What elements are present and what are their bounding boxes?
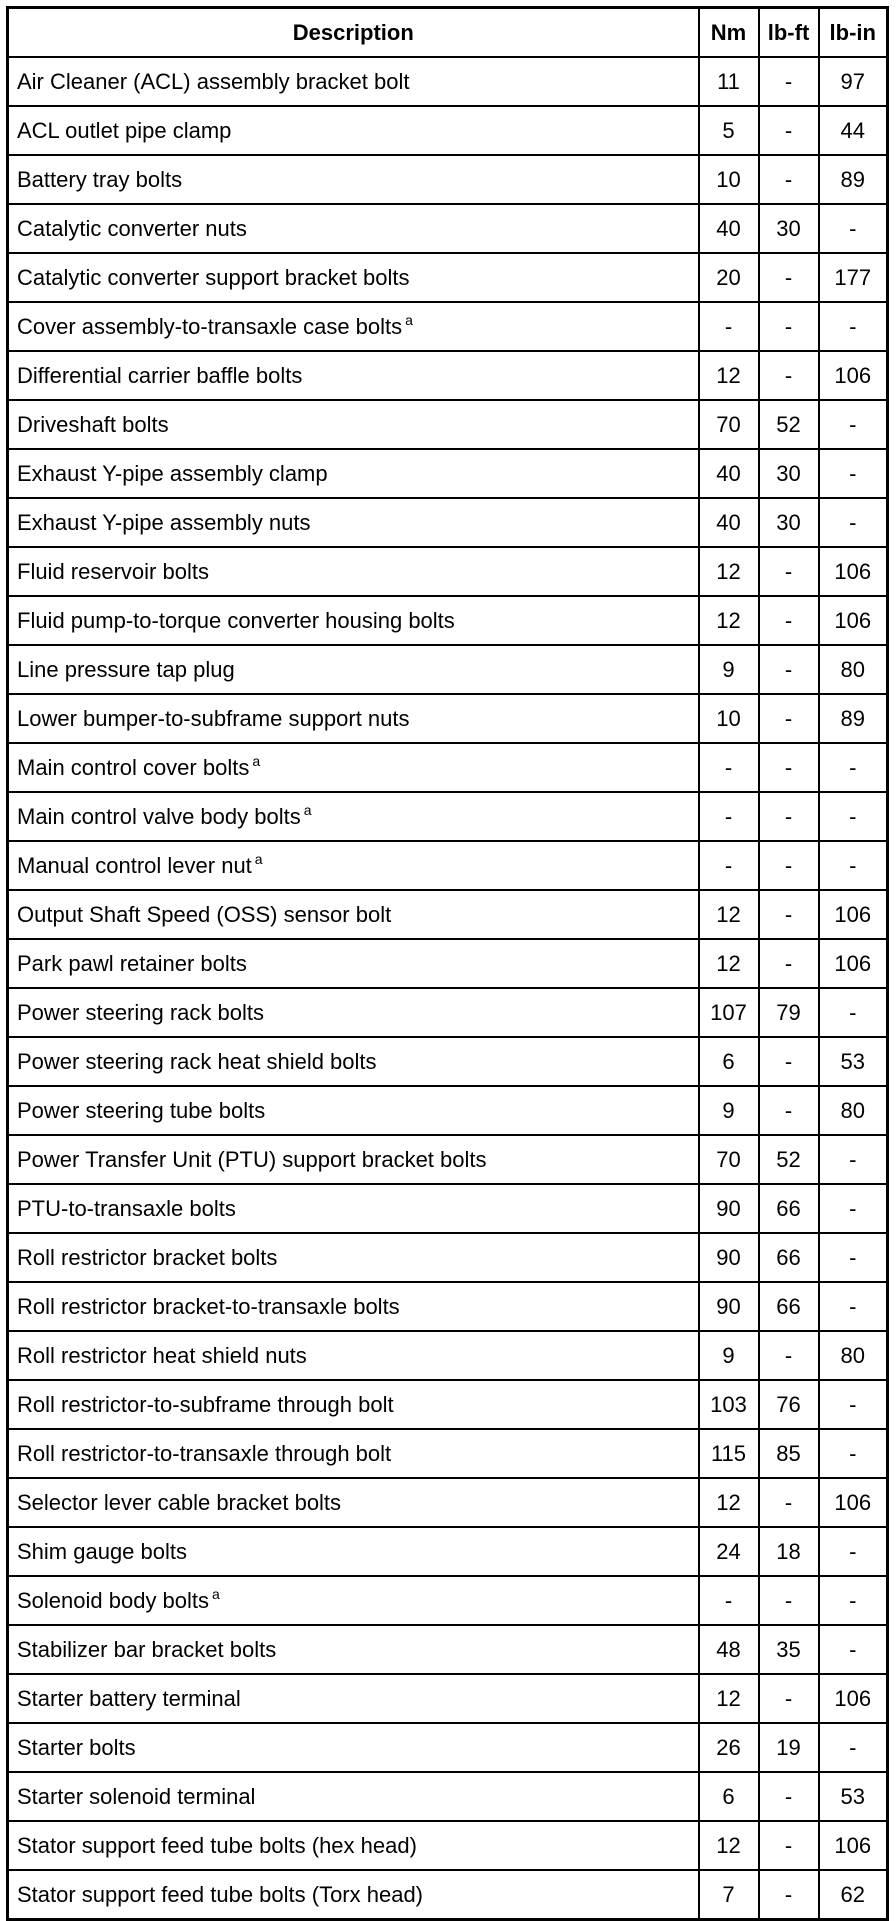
nm-cell: 24 bbox=[699, 1527, 759, 1576]
lbin-cell: 106 bbox=[819, 1674, 888, 1723]
nm-cell: 48 bbox=[699, 1625, 759, 1674]
lbft-cell: - bbox=[759, 841, 819, 890]
nm-header: Nm bbox=[699, 8, 759, 58]
lbin-cell: 106 bbox=[819, 1821, 888, 1870]
lbin-cell: 106 bbox=[819, 351, 888, 400]
description-cell bbox=[8, 1870, 699, 1920]
lbin-cell: - bbox=[819, 1184, 888, 1233]
lbin-cell: 106 bbox=[819, 547, 888, 596]
description-cell bbox=[8, 743, 699, 792]
nm-cell: 115 bbox=[699, 1429, 759, 1478]
description-cell bbox=[8, 645, 699, 694]
description-text: Exhaust Y-pipe assembly clamp bbox=[17, 460, 328, 486]
table-row bbox=[8, 547, 888, 596]
lbin-cell: 80 bbox=[819, 1086, 888, 1135]
nm-cell: 10 bbox=[699, 694, 759, 743]
lbft-cell: 66 bbox=[759, 1184, 819, 1233]
description-cell bbox=[8, 1429, 699, 1478]
description-text: Battery tray bolts bbox=[17, 166, 183, 192]
description-cell bbox=[8, 1331, 699, 1380]
lbin-cell: 106 bbox=[819, 1478, 888, 1527]
table-row bbox=[8, 1429, 888, 1478]
lbft-cell: 30 bbox=[759, 498, 819, 547]
footnote-marker: a bbox=[303, 802, 312, 819]
lbft-cell: - bbox=[759, 792, 819, 841]
nm-cell: 12 bbox=[699, 351, 759, 400]
nm-cell: 5 bbox=[699, 106, 759, 155]
lbin-cell: 80 bbox=[819, 645, 888, 694]
lbin-cell: 53 bbox=[819, 1772, 888, 1821]
description-cell bbox=[8, 1478, 699, 1527]
lbft-cell: - bbox=[759, 694, 819, 743]
lbft-header: lb-ft bbox=[759, 8, 819, 58]
table-row bbox=[8, 1037, 888, 1086]
table-row bbox=[8, 1331, 888, 1380]
description-text: Stabilizer bar bracket bolts bbox=[17, 1636, 277, 1662]
description-cell bbox=[8, 351, 699, 400]
lbin-cell: - bbox=[819, 302, 888, 351]
table-row bbox=[8, 449, 888, 498]
description-text: Cover assembly-to-transaxle case bolts bbox=[17, 313, 403, 339]
table-row bbox=[8, 1233, 888, 1282]
lbft-cell: 18 bbox=[759, 1527, 819, 1576]
lbin-cell: 106 bbox=[819, 890, 888, 939]
description-cell bbox=[8, 1037, 699, 1086]
table-row bbox=[8, 1527, 888, 1576]
table-row bbox=[8, 890, 888, 939]
nm-cell: 10 bbox=[699, 155, 759, 204]
lbin-cell: - bbox=[819, 449, 888, 498]
description-cell bbox=[8, 1821, 699, 1870]
nm-cell: 40 bbox=[699, 498, 759, 547]
table-row bbox=[8, 57, 888, 106]
table-row bbox=[8, 694, 888, 743]
table-row bbox=[8, 1723, 888, 1772]
description-text: Selector lever cable bracket bolts bbox=[17, 1489, 342, 1515]
lbin-cell: - bbox=[819, 1233, 888, 1282]
lbft-cell: - bbox=[759, 1674, 819, 1723]
nm-cell: 6 bbox=[699, 1037, 759, 1086]
description-cell bbox=[8, 841, 699, 890]
lbin-cell: - bbox=[819, 1429, 888, 1478]
footnote-marker: a bbox=[405, 312, 413, 329]
description-text: Stator support feed tube bolts (Torx head) bbox=[17, 1881, 424, 1907]
lbin-cell: 106 bbox=[819, 939, 888, 988]
table-row bbox=[8, 155, 888, 204]
description-cell bbox=[8, 1282, 699, 1331]
nm-cell: 12 bbox=[699, 596, 759, 645]
description-text: Power steering rack heat shield bolts bbox=[17, 1048, 377, 1074]
lbft-cell: - bbox=[759, 1086, 819, 1135]
description-cell bbox=[8, 106, 699, 155]
lbft-cell: 30 bbox=[759, 204, 819, 253]
lbin-cell: - bbox=[819, 988, 888, 1037]
description-text: Shim gauge bolts bbox=[17, 1538, 187, 1564]
lbft-cell: - bbox=[759, 547, 819, 596]
description-text: Starter battery terminal bbox=[17, 1685, 241, 1711]
lbft-cell: 30 bbox=[759, 449, 819, 498]
lbin-cell: - bbox=[819, 204, 888, 253]
description-cell bbox=[8, 792, 699, 841]
nm-cell: 20 bbox=[699, 253, 759, 302]
description-cell bbox=[8, 988, 699, 1037]
table-row bbox=[8, 1135, 888, 1184]
description-text: Lower bumper-to-subframe support nuts bbox=[17, 705, 410, 731]
table-row bbox=[8, 1772, 888, 1821]
table-row bbox=[8, 1380, 888, 1429]
nm-cell: 40 bbox=[699, 449, 759, 498]
description-text: Main control cover bolts bbox=[17, 754, 250, 780]
description-text: Roll restrictor heat shield nuts bbox=[17, 1342, 307, 1368]
lbft-cell: 79 bbox=[759, 988, 819, 1037]
lbin-cell: 62 bbox=[819, 1870, 888, 1920]
nm-cell: 12 bbox=[699, 1478, 759, 1527]
lbft-cell: 19 bbox=[759, 1723, 819, 1772]
lbin-cell: - bbox=[819, 1723, 888, 1772]
nm-cell: - bbox=[699, 1576, 759, 1625]
description-text: Exhaust Y-pipe assembly nuts bbox=[17, 509, 311, 535]
table-row bbox=[8, 1821, 888, 1870]
nm-cell: 7 bbox=[699, 1870, 759, 1920]
lbft-cell: - bbox=[759, 1870, 819, 1920]
description-cell bbox=[8, 1233, 699, 1282]
description-cell bbox=[8, 694, 699, 743]
lbft-cell: 35 bbox=[759, 1625, 819, 1674]
description-text: Differential carrier baffle bolts bbox=[17, 362, 303, 388]
nm-cell: 70 bbox=[699, 1135, 759, 1184]
lbft-cell: 85 bbox=[759, 1429, 819, 1478]
table-body bbox=[8, 57, 888, 1920]
description-cell bbox=[8, 1527, 699, 1576]
description-cell bbox=[8, 1576, 699, 1625]
description-cell bbox=[8, 939, 699, 988]
description-cell bbox=[8, 547, 699, 596]
lbft-cell: - bbox=[759, 743, 819, 792]
description-text: ACL outlet pipe clamp bbox=[17, 117, 232, 143]
lbft-cell: - bbox=[759, 1331, 819, 1380]
header-row bbox=[8, 8, 888, 58]
description-text: Output Shaft Speed (OSS) sensor bolt bbox=[17, 901, 392, 927]
description-text: Roll restrictor-to-transaxle through bolt bbox=[17, 1440, 392, 1466]
nm-cell: 107 bbox=[699, 988, 759, 1037]
nm-cell: 12 bbox=[699, 1674, 759, 1723]
description-text: Main control valve body bolts bbox=[17, 803, 301, 829]
lbft-cell: 66 bbox=[759, 1282, 819, 1331]
description-text: PTU-to-transaxle bolts bbox=[17, 1195, 236, 1221]
footnote-marker: a bbox=[254, 851, 263, 868]
table-row bbox=[8, 1625, 888, 1674]
lbin-cell: 177 bbox=[819, 253, 888, 302]
lbft-cell: - bbox=[759, 645, 819, 694]
nm-cell: 9 bbox=[699, 1331, 759, 1380]
nm-cell: 9 bbox=[699, 1086, 759, 1135]
lbft-cell: - bbox=[759, 939, 819, 988]
lbin-cell: 80 bbox=[819, 1331, 888, 1380]
description-text: Fluid pump-to-torque converter housing bolts bbox=[17, 607, 455, 633]
torque-spec-table bbox=[6, 6, 889, 1921]
table-row bbox=[8, 743, 888, 792]
lbin-cell: - bbox=[819, 1625, 888, 1674]
lbft-cell: - bbox=[759, 1772, 819, 1821]
lbft-cell: - bbox=[759, 106, 819, 155]
nm-cell: - bbox=[699, 841, 759, 890]
lbft-cell: - bbox=[759, 155, 819, 204]
table-row bbox=[8, 1870, 888, 1920]
lbft-cell: - bbox=[759, 596, 819, 645]
description-cell bbox=[8, 498, 699, 547]
table-row bbox=[8, 792, 888, 841]
lbin-header: lb-in bbox=[819, 8, 888, 58]
description-text: Line pressure tap plug bbox=[17, 656, 235, 682]
table-row bbox=[8, 204, 888, 253]
table-row bbox=[8, 1576, 888, 1625]
nm-cell: 103 bbox=[699, 1380, 759, 1429]
nm-cell: 12 bbox=[699, 939, 759, 988]
description-text: Driveshaft bolts bbox=[17, 411, 169, 437]
description-text: Stator support feed tube bolts (hex head) bbox=[17, 1832, 417, 1858]
table-row bbox=[8, 1282, 888, 1331]
description-text: Catalytic converter nuts bbox=[17, 215, 247, 241]
description-cell bbox=[8, 890, 699, 939]
nm-cell: 90 bbox=[699, 1233, 759, 1282]
lbft-cell: - bbox=[759, 890, 819, 939]
nm-cell: 9 bbox=[699, 645, 759, 694]
description-text: Park pawl retainer bolts bbox=[17, 950, 247, 976]
table-row bbox=[8, 351, 888, 400]
description-cell bbox=[8, 1135, 699, 1184]
lbin-cell: - bbox=[819, 400, 888, 449]
description-text: Roll restrictor-to-subframe through bolt bbox=[17, 1391, 394, 1417]
footnote-marker: a bbox=[212, 1586, 220, 1603]
lbin-cell: - bbox=[819, 498, 888, 547]
nm-cell: 11 bbox=[699, 57, 759, 106]
nm-cell: - bbox=[699, 792, 759, 841]
description-text: Manual control lever nut bbox=[17, 852, 252, 878]
lbft-cell: - bbox=[759, 1821, 819, 1870]
nm-cell: 12 bbox=[699, 1821, 759, 1870]
table-row bbox=[8, 939, 888, 988]
table-row bbox=[8, 400, 888, 449]
description-text: Fluid reservoir bolts bbox=[17, 558, 209, 584]
description-cell bbox=[8, 302, 699, 351]
lbin-cell: - bbox=[819, 792, 888, 841]
lbft-cell: - bbox=[759, 351, 819, 400]
description-cell bbox=[8, 1723, 699, 1772]
description-cell bbox=[8, 253, 699, 302]
lbin-cell: - bbox=[819, 1527, 888, 1576]
table-row bbox=[8, 498, 888, 547]
lbft-cell: - bbox=[759, 253, 819, 302]
table-row bbox=[8, 988, 888, 1037]
lbin-cell: 97 bbox=[819, 57, 888, 106]
nm-cell: 12 bbox=[699, 890, 759, 939]
table-row bbox=[8, 1674, 888, 1723]
description-header: Description bbox=[8, 8, 699, 58]
lbft-cell: 66 bbox=[759, 1233, 819, 1282]
description-text: Roll restrictor bracket-to-transaxle bolts bbox=[17, 1293, 400, 1319]
table-row bbox=[8, 1086, 888, 1135]
description-text: Starter bolts bbox=[17, 1734, 136, 1760]
lbin-cell: - bbox=[819, 1576, 888, 1625]
table-row bbox=[8, 106, 888, 155]
description-cell bbox=[8, 1086, 699, 1135]
table-row bbox=[8, 841, 888, 890]
description-cell bbox=[8, 57, 699, 106]
description-cell bbox=[8, 1674, 699, 1723]
lbin-cell: - bbox=[819, 743, 888, 792]
lbft-cell: - bbox=[759, 1576, 819, 1625]
nm-cell: 6 bbox=[699, 1772, 759, 1821]
lbft-cell: 52 bbox=[759, 400, 819, 449]
nm-cell: 90 bbox=[699, 1282, 759, 1331]
lbin-cell: 106 bbox=[819, 596, 888, 645]
description-cell bbox=[8, 1184, 699, 1233]
nm-cell: 26 bbox=[699, 1723, 759, 1772]
lbft-cell: 76 bbox=[759, 1380, 819, 1429]
lbft-cell: - bbox=[759, 57, 819, 106]
lbin-cell: - bbox=[819, 1135, 888, 1184]
lbin-cell: 44 bbox=[819, 106, 888, 155]
nm-cell: 40 bbox=[699, 204, 759, 253]
description-cell bbox=[8, 596, 699, 645]
table-row bbox=[8, 302, 888, 351]
nm-cell: - bbox=[699, 743, 759, 792]
description-cell bbox=[8, 1772, 699, 1821]
lbin-cell: - bbox=[819, 1282, 888, 1331]
description-text: Starter solenoid terminal bbox=[17, 1783, 256, 1809]
table-row bbox=[8, 596, 888, 645]
lbin-cell: - bbox=[819, 841, 888, 890]
footnote-marker: a bbox=[252, 753, 261, 770]
description-cell bbox=[8, 1625, 699, 1674]
table-row bbox=[8, 253, 888, 302]
description-cell bbox=[8, 155, 699, 204]
lbin-cell: 53 bbox=[819, 1037, 888, 1086]
description-text: Catalytic converter support bracket bolts bbox=[17, 264, 410, 290]
description-cell bbox=[8, 449, 699, 498]
description-text: Roll restrictor bracket bolts bbox=[17, 1244, 278, 1270]
lbft-cell: - bbox=[759, 302, 819, 351]
table-row bbox=[8, 1478, 888, 1527]
lbft-cell: 52 bbox=[759, 1135, 819, 1184]
table-header bbox=[8, 8, 888, 58]
nm-cell: - bbox=[699, 302, 759, 351]
lbin-cell: 89 bbox=[819, 694, 888, 743]
nm-cell: 12 bbox=[699, 547, 759, 596]
description-text: Power steering tube bolts bbox=[17, 1097, 266, 1123]
nm-cell: 90 bbox=[699, 1184, 759, 1233]
lbft-cell: - bbox=[759, 1478, 819, 1527]
lbin-cell: - bbox=[819, 1380, 888, 1429]
lbin-cell: 89 bbox=[819, 155, 888, 204]
description-text: Power Transfer Unit (PTU) support bracket bolts bbox=[17, 1146, 487, 1172]
description-text: Solenoid body bolts bbox=[17, 1587, 210, 1613]
description-text: Power steering rack bolts bbox=[17, 999, 264, 1025]
description-cell bbox=[8, 400, 699, 449]
description-cell bbox=[8, 204, 699, 253]
description-text: Air Cleaner (ACL) assembly bracket bolt bbox=[17, 68, 410, 94]
lbft-cell: - bbox=[759, 1037, 819, 1086]
table-row bbox=[8, 645, 888, 694]
nm-cell: 70 bbox=[699, 400, 759, 449]
table-row bbox=[8, 1184, 888, 1233]
description-cell bbox=[8, 1380, 699, 1429]
